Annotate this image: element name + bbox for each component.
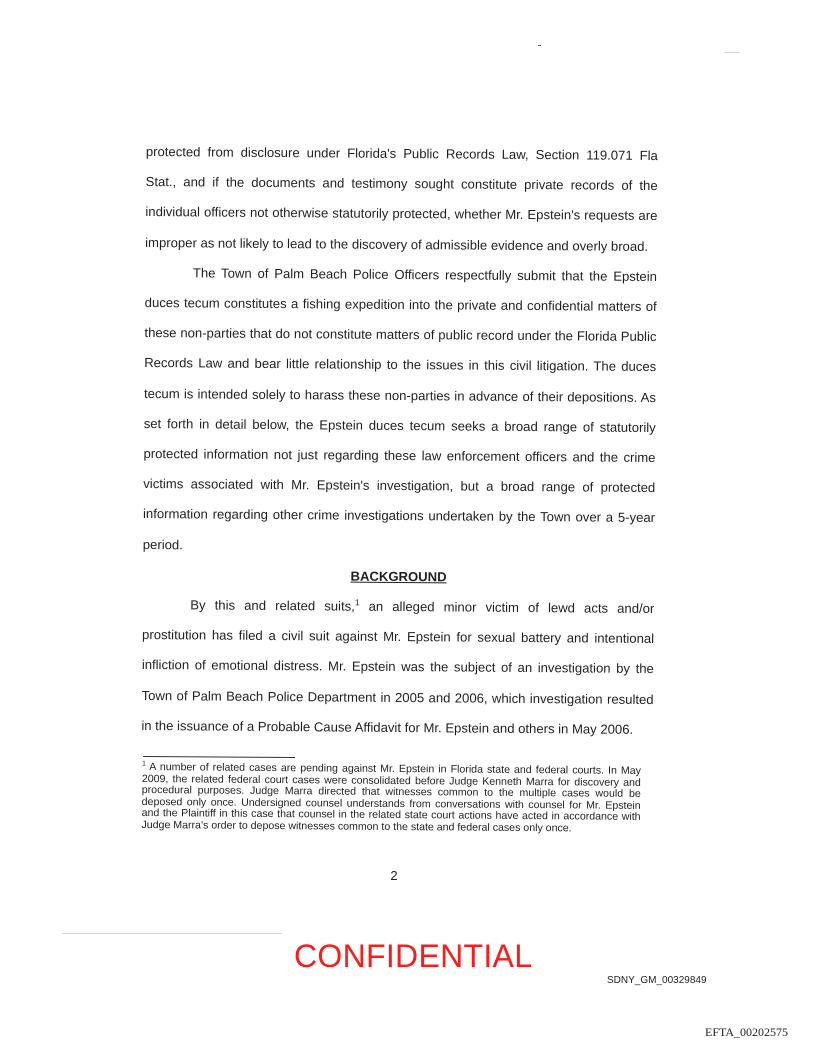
scan-artifact [724,52,740,53]
background-text-rest: an alleged minor victim of lewd acts and/or prostitution has filed a civil suit against Mr. Epstein for sexual battery and intentional infliction of emotional distress. Mr. Epstein was the subject of an investigation by the Town of Palm Beach Police Department in 2005 and 2006, which investigation resulted in the issuance of a Probable Cause Affidavit for Mr. Epstein and others in May 2006. [141,598,655,737]
paragraph-continuation: protected from disclosure under Florida's Public Records Law, Section 119.071 Fla Stat., and if the documents and testimony sought constitute private records of the individual officers not otherwise statutorily protected, whether Mr. Epstein's requests are improper as not likely to lead to the discovery of admissible evidence and overly broad. [145,143,658,254]
confidential-stamp: CONFIDENTIAL [294,938,533,974]
paragraph-fishing-expedition: The Town of Palm Beach Police Officers respectfully submit that the Epstein duces tecum constitutes a fishing expedition into the private and confidential matters of these non-parties that do not constitute matters of public record under the Florida Public Records Law and bear little relationship to the issues in this civil litigation. The duces tecum is intended solely to harass these non-parties in advance of their depositions. As set forth in detail below, the Epstein duces tecum seeks a broad range of statutorily protected information not just regarding these law enforcement officers and the crime victims associated with Mr. Epstein's investigation, but a broad range of protected information regarding other crime investigations undertaken by the Town over a 5-year period. [142,265,657,552]
body-text [141,137,658,745]
efta-number: EFTA_00202575 [705,1025,789,1039]
scan-artifact [62,933,282,934]
page-number: 2 [390,868,398,883]
section-heading-background: BACKGROUND [350,568,447,585]
footnote-marker: 1 [141,760,146,768]
scan-speck [538,45,541,46]
footnote-text: A number of related cases are pending against Mr. Epstein in Florida state and federal courts. In May 2009, the related federal court cases were consolidated before Judge Kenneth Marra for discovery and procedural purposes. Judge Marra directed that witnesses common to the multiple cases would be deposed only once. Undersigned counsel understands from conversations with counsel for Mr. Epstein and the Plaintiff in this case that counsel in the related state court actions have acted in accordance with Judge Marra's order to depose witnesses common to the state and federal cases only once. [141,761,641,835]
background-text-start: By this and related suits, [190,597,355,614]
footnote-separator [143,756,295,758]
footnote-reference: 1 [354,597,360,608]
footnote [141,762,641,835]
bates-number: SDNY_GM_00329849 [607,975,707,986]
paragraph-background [141,590,654,745]
